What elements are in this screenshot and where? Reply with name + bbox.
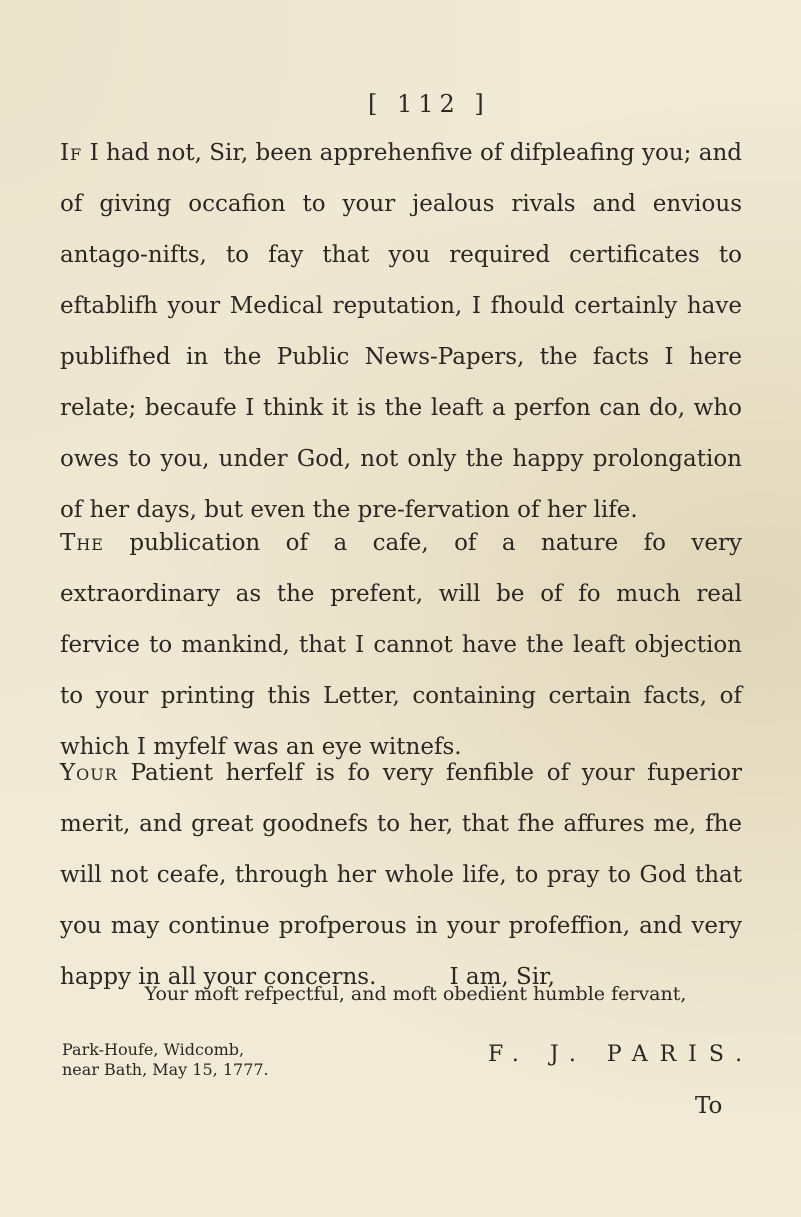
paragraph-2-first-word: The — [60, 530, 104, 556]
paragraph-1 — [60, 128, 742, 536]
page-number: [ 112 ] — [368, 90, 490, 118]
paragraph-1-first-word: If — [60, 140, 83, 166]
paragraph-1-text: I had not, Sir, been apprehenfive of difpleafing you; and of giving occafion to your jealous rivals and envious antago-nifts, to fay that you required certificates to eftablifh your Medical reputation, I fhould certainly have publifhed in the Public News-Papers, the facts I here relate; becaufe I think it is the leaft a perfon can do, who owes to you, under God, not only the happy prolongation of her days, but even the pre-fervation of her life. — [60, 140, 743, 523]
paragraph-3 — [60, 748, 750, 1003]
address-line-1: Park-Houfe, Widcomb, — [62, 1040, 245, 1059]
catchword: To — [695, 1093, 723, 1119]
paragraph-3-text: Patient herfelf is fo very fenfible of your fuperior merit, and great goodnefs to her, that fhe affures me, fhe will not ceafe, through her whole life, to pray to God that you may continue profperous in your profeffion, and very happy in all your concerns. I am, Sir, — [60, 760, 750, 990]
address-line-2: near Bath, May 15, 1777. — [62, 1060, 269, 1079]
paragraph-2 — [60, 518, 742, 773]
author-signature: F. J. PARIS. — [488, 1042, 755, 1067]
paragraph-2-text: publication of a cafe, of a nature fo very extraordinary as the prefent, will be of fo much real fervice to mankind, that I cannot have the leaft objection to your printing this Letter, containing certain facts, of which I myfelf was an eye witnefs. — [60, 530, 742, 760]
paragraph-3-first-word: Your — [60, 760, 118, 786]
address-block — [62, 1040, 269, 1080]
signoff-line: Your moft refpectful, and moft obedient humble fervant, — [144, 983, 687, 1005]
